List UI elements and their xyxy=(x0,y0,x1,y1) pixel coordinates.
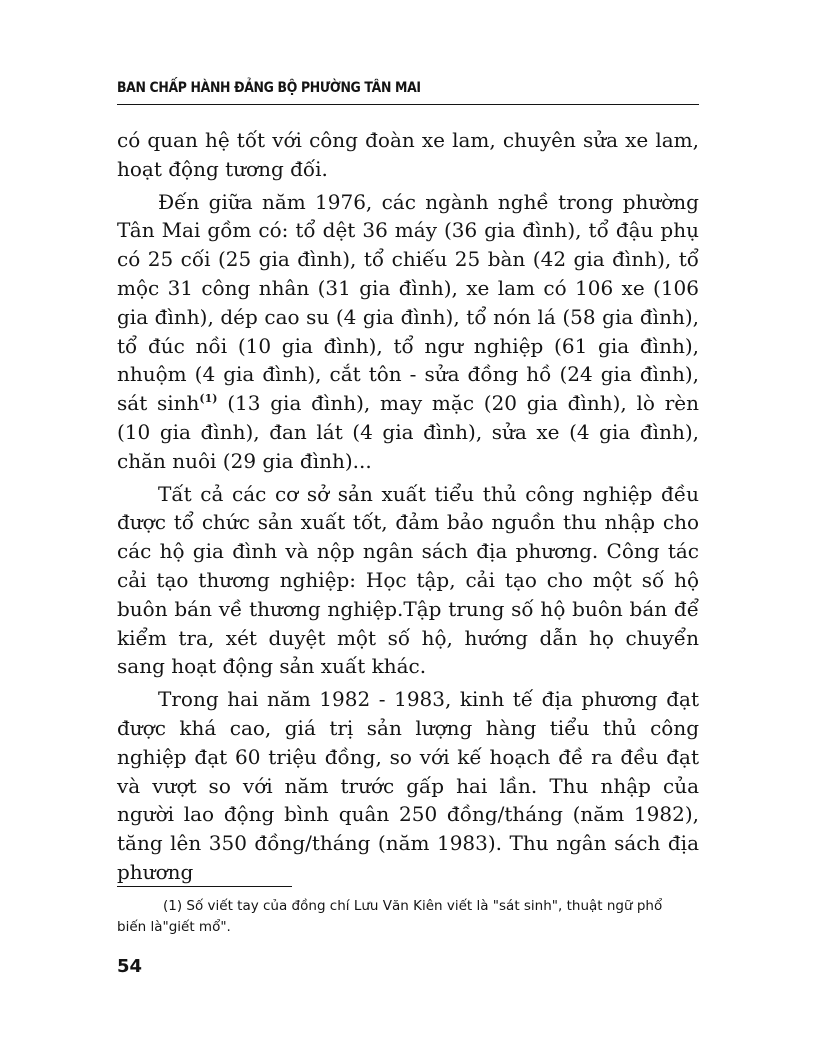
paragraph-text: Đến giữa năm 1976, các ngành nghề trong phường Tân Mai gồm có: tổ dệt 36 máy (36 gia đình), tổ đậu phụ có 25 cối (25 gia đình), tổ chiếu 25 bàn (42 gia đình), tổ mộc 31 công nhân (31 gia đình), xe lam có 106 xe (106 gia đình), dép cao su (4 gia đình), tổ nón lá (58 gia đình), tổ đúc nồi (10 gia đình), tổ ngư nghiệp (61 gia đình), nhuộm (4 gia đình), cắt tôn - sửa đồng hồ (24 gia đình), sát sinh xyxy=(117,189,699,416)
header-divider xyxy=(117,104,699,105)
running-header: BAN CHẤP HÀNH ĐẢNG BỘ PHƯỜNG TÂN MAI xyxy=(117,80,421,96)
paragraph-text: (13 gia đình), may mặc (20 gia đình), lò rèn (10 gia đình), đan lát (4 gia đình), sửa xe (4 gia đình), chăn nuôi (29 gia đình)... xyxy=(117,391,699,473)
paragraph-trades-1976 xyxy=(117,188,699,476)
paragraph-production: Tất cả các cơ sở sản xuất tiểu thủ công nghiệp đều được tổ chức sản xuất tốt, đảm bảo nguồn thu nhập cho các hộ gia đình và nộp ngân sách địa phương. Công tác cải tạo thương nghiệp: Học tập, cải tạo cho một số hộ buôn bán về thương nghiệp.Tập trung số hộ buôn bán để kiểm tra, xét duyệt một số hộ, hướng dẫn họ chuyển sang hoạt động sản xuất khác. xyxy=(117,481,699,679)
main-text xyxy=(117,126,699,887)
page-number: 54 xyxy=(117,956,143,977)
paragraph-continuation: có quan hệ tốt với công đoàn xe lam, chuyên sửa xe lam, hoạt động tương đối. xyxy=(117,128,699,181)
footnote: (1) Số viết tay của đồng chí Lưu Văn Kiên viết là "sát sinh", thuật ngữ phổ biến là"giết mổ". xyxy=(117,898,663,935)
footnote-reference[interactable]: (1) xyxy=(199,392,218,406)
footnote-divider xyxy=(117,886,292,887)
paragraph-economy-1982-1983: Trong hai năm 1982 - 1983, kinh tế địa phương đạt được khá cao, giá trị sản lượng hàng tiểu thủ công nghiệp đạt 60 triệu đồng, so với kế hoạch đề ra đều đạt và vượt so với năm trước gấp hai lần. Thu nhập của người lao động bình quân 250 đồng/tháng (năm 1982), tăng lên 350 đồng/tháng (năm 1983). Thu ngân sách địa phương xyxy=(117,687,699,884)
